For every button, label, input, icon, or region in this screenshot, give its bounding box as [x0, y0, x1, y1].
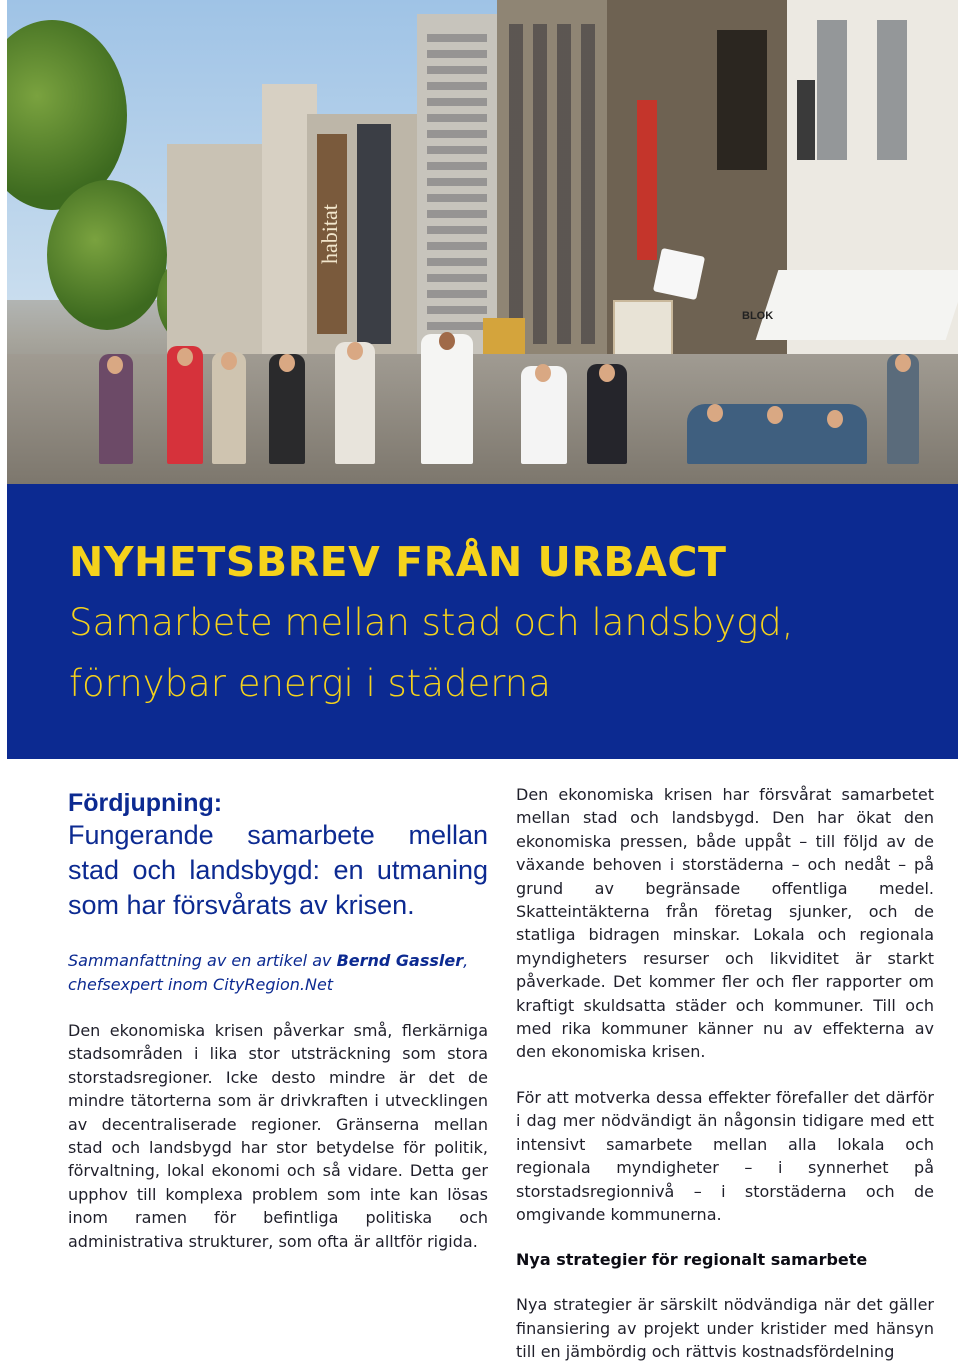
left-paragraph: Den ekonomiska krisen påverkar små, flerkärniga stadsområden i lika stor utsträckning som stora storstadsregioner. Icke desto mindre är det de mindre tätorterna som är drivkraften i utvecklingen av decentraliserade regioner. Gränserna mellan stad och landsbygd har stor betydelse för politik, förvaltning, lokal ekonomi och så vidare. Detta ger upphov till komplexa problem som inte kan lösas inom ramen för befintliga politiska och administrativa strukturer, som ofta är alltför rigida. [68, 1021, 488, 1251]
article-heading: Fungerande samarbete mellan stad och landsbygd: en utmaning som har försvårats av krisen. [68, 820, 488, 920]
store-awning [756, 270, 958, 340]
tree [47, 180, 167, 330]
newsletter-subtitle: Samarbete mellan stad och landsbygd, förnybar energi i städerna [69, 601, 794, 705]
section-label: Fördjupning: [68, 789, 223, 817]
right-paragraph-1: Den ekonomiska krisen har försvårat samarbetet mellan stad och landsbygd. Den har ökat den ekonomiska pressen, både uppåt – till följd av de växande behoven i storstäderna – och nedåt – på grund av begränsade offentliga medel. Skatteintäkterna från företag sjunker, och de statliga bidragen minskar. Lokala och regionala myndigheters resurser och likviditet är starkt påverkade. Det kommer fler och fler rapporter om kraftigt skuldsatta städer och kommuner. Till och med rika kommuner känner nu av effekterna av den ekonomiska krisen. [516, 785, 934, 1062]
right-column [516, 783, 934, 1364]
summary-prefix: Sammanfattning av en artikel av [68, 951, 337, 970]
summary-suffix: , chefsexpert inom CityRegion.Net [68, 951, 469, 994]
right-paragraph-3: Nya strategier är särskilt nödvändiga när det gäller finansiering av projekt under kristider med hänsyn till en jämbördig och rättvis kostnadsfördelning [516, 1295, 934, 1362]
habitat-sign: habitat [317, 134, 347, 334]
right-paragraph-2: För att motverka dessa effekter förefaller det därför i dag mer nödvändigt än någonsin tidigare med ett intensivt samarbete mellan alla lokala och regionala myndigheter – i synnerhet på storstadsregionnivå – i storstäderna och de omgivande kommunerna. [516, 1087, 934, 1224]
pedestrian [335, 342, 375, 464]
blok-sign: BLOK [742, 310, 774, 322]
street-photo [7, 0, 958, 484]
section-subheading: Nya strategier för regionalt samarbete [516, 1250, 868, 1270]
building [167, 144, 267, 374]
left-column [68, 788, 488, 1253]
pedestrian [421, 334, 473, 464]
title-band [7, 484, 958, 759]
author-name: Bernd Gassler [336, 951, 464, 970]
newsletter-title: NYHETSBREV FRÅN URBACT [69, 538, 727, 586]
article-summary [68, 949, 488, 997]
building [307, 114, 417, 374]
cube-sign [653, 248, 705, 300]
